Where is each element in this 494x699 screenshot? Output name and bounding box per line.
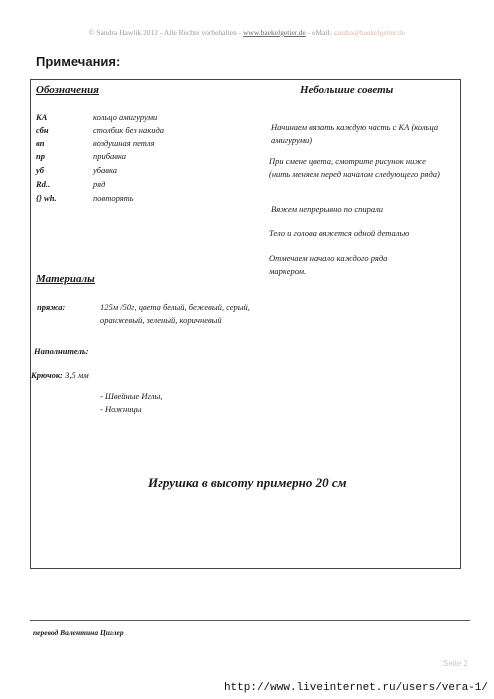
legend-desc: столбик без накида (93, 125, 165, 135)
hook-value: 3,5 мм (62, 370, 89, 380)
tip-item: При смене цвета, смотрите рисунок ниже (нить меняем перед началом следующего ряда) (269, 156, 440, 179)
hook-line (31, 370, 89, 380)
materials-heading: Материалы (36, 273, 95, 285)
tip-item: Отмечаем начало каждого ряда маркером. (269, 253, 388, 276)
legend-abbr: уб (36, 165, 45, 175)
legend-desc: повторять (93, 193, 134, 203)
translator-credit: перевод Валентина Циглер (33, 628, 124, 637)
copyright-text: © Sandra Hawlik 2012 - Alle Rechte vorbehalten - (88, 28, 243, 37)
legend-desc: воздушная петля (93, 138, 155, 148)
yarn-label: пряжа: (37, 302, 66, 312)
legend-heading: Обозначения (36, 84, 99, 96)
footer-divider (30, 620, 470, 621)
legend-desc: прибавка (93, 151, 126, 161)
extra-item: - Ножницы (100, 404, 142, 414)
legend-abbr: вп (36, 138, 45, 148)
hook-label: Крючок: (31, 370, 63, 380)
status-url[interactable]: http://www.liveinternet.ru/users/vera-1/ (223, 682, 488, 694)
website-link[interactable]: www.baekelgetier.de (243, 28, 306, 37)
yarn-value: 125м /50г, цвета белый, бежевый, серый, оранжевый, зеленый, коричневый (100, 302, 250, 325)
legend-abbr: пр (36, 151, 45, 161)
legend-desc: убавка (93, 165, 118, 175)
page-number: Seite 2 (443, 659, 468, 668)
toy-height-text: Игрушка в высоту примерно 20 см (148, 475, 347, 490)
extra-item: - Швейные Иглы, (100, 391, 163, 401)
legend-desc: кольцо амигуруми (93, 112, 158, 122)
tip-item: Тело и голова вяжется одной деталью (269, 228, 410, 238)
tip-item: Вяжем непрерывно по спирали (271, 204, 384, 214)
legend-abbr: {} wh. (36, 193, 57, 203)
tips-heading: Небольшие советы (300, 84, 394, 96)
page-header (0, 28, 494, 37)
tip-item: Начинаем вязать каждую часть с КА (кольца амигуруми) (271, 122, 439, 145)
email-label: - eMail: (305, 28, 334, 37)
page-title: Примечания: (36, 54, 121, 69)
filler-label: Наполнитель: (34, 346, 89, 356)
legend-abbr: сбн (36, 125, 49, 135)
legend-abbr: KA (36, 112, 48, 122)
legend-abbr: Rd.. (36, 179, 51, 189)
email-link[interactable]: sandra@baekelgetier.de (333, 28, 406, 37)
legend-desc: ряд (93, 179, 106, 189)
